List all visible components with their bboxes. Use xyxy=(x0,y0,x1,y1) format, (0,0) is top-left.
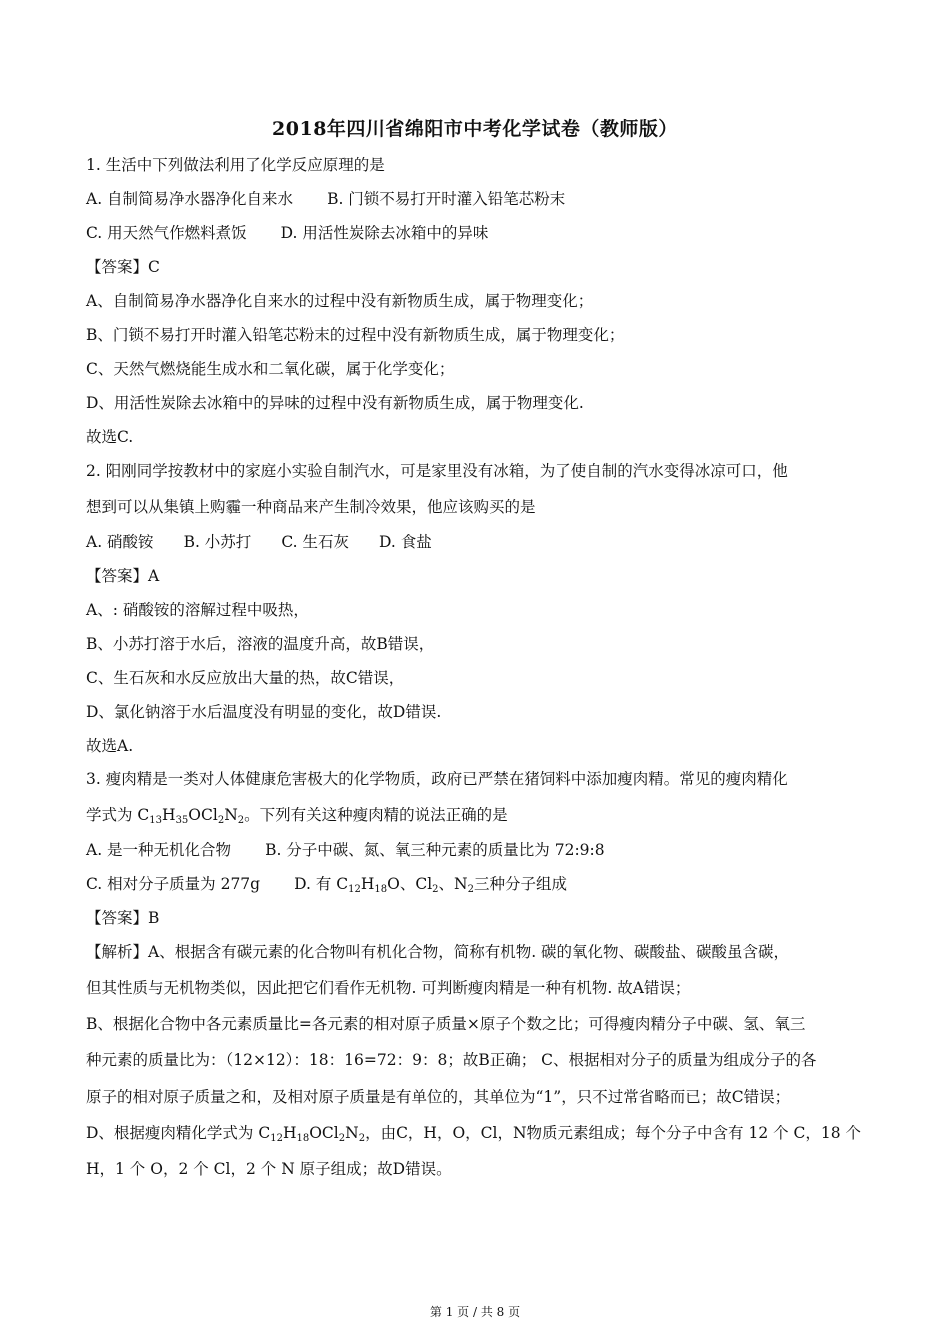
formula-part: 三种分子组成 xyxy=(473,875,567,893)
subscript: 2 xyxy=(217,815,225,826)
q3-formula-prefix: 学式为 C xyxy=(86,806,150,824)
subscript: 2 xyxy=(358,1133,366,1144)
q1-option-b: B. 门锁不易打开时灌入铅笔芯粉末 xyxy=(327,190,566,208)
q3-explanation-line6 xyxy=(86,1123,876,1143)
formula-part: H xyxy=(360,875,375,893)
q3-options-row1 xyxy=(86,840,876,860)
subscript: 13 xyxy=(149,815,163,826)
q3-option-a: A. 是一种无机化合物 xyxy=(86,841,232,859)
q1-option-c: C. 用天然气作燃料煮饭 xyxy=(86,224,247,242)
q3-explanation-line2: 但其性质与无机物类似，因此把它们看作无机物. 可判断瘦肉精是一种有机物. 故A错误； xyxy=(86,979,691,997)
q2-options xyxy=(86,532,876,552)
q2-explanation-d: D、氯化钠溶于水后温度没有明显的变化，故D错误. xyxy=(86,703,442,721)
subscript: 18 xyxy=(296,1133,310,1144)
subscript: 18 xyxy=(374,884,388,895)
subscript: 2 xyxy=(338,1133,346,1144)
q1-explanation-d: D、用活性炭除去冰箱中的异味的过程中没有新物质生成，属于物理变化. xyxy=(86,394,584,412)
q2-answer: 【答案】A xyxy=(86,567,160,585)
q3-stem-suffix: 。下列有关这种瘦肉精的说法正确的是 xyxy=(244,806,508,824)
q3-options-row2 xyxy=(86,874,876,894)
q1-options-row1 xyxy=(86,189,876,209)
formula-part: N xyxy=(345,1124,359,1142)
formula-part: OCl xyxy=(309,1124,339,1142)
q3-answer: 【答案】B xyxy=(86,909,160,927)
q1-option-a: A. 自制简易净水器净化自来水 xyxy=(86,190,294,208)
formula-part: 、N xyxy=(438,875,468,893)
subscript: 2 xyxy=(237,815,245,826)
page-title: 2018年四川省绵阳市中考化学试卷（教师版） xyxy=(272,118,678,140)
q2-stem-line1: 2. 阳刚同学按教材中的家庭小实验自制汽水，可是家里没有冰箱，为了使自制的汽水变得冰凉可口，他 xyxy=(86,462,788,480)
subscript: 2 xyxy=(432,884,439,895)
q2-explanation-c: C、生石灰和水反应放出大量的热，故C错误， xyxy=(86,669,405,687)
formula-part: O、Cl xyxy=(387,875,433,893)
q3-stem-line1: 3. 瘦肉精是一类对人体健康危害极大的化学物质，政府已严禁在猪饲料中添加瘦肉精。常见的瘦肉精化 xyxy=(86,770,788,788)
q1-option-d: D. 用活性炭除去冰箱中的异味 xyxy=(280,224,489,242)
q3-explanation-line1: 【解析】A、根据含有碳元素的化合物叫有机化合物，简称有机物. 碳的氧化物、碳酸盐、碳酸虽含碳， xyxy=(86,943,790,961)
q1-options-row2 xyxy=(86,223,876,243)
formula-part: D. 有 C xyxy=(294,875,349,893)
q2-option-d: D. 食盐 xyxy=(378,533,432,551)
q3-stem-line2 xyxy=(86,805,876,825)
q1-answer: 【答案】C xyxy=(86,258,160,276)
page-footer: 第 1 页 / 共 8 页 xyxy=(429,1305,521,1319)
q2-explanation-b: B、小苏打溶于水后，溶液的温度升高，故B错误， xyxy=(86,635,435,653)
formula-part: N xyxy=(224,806,238,824)
formula-part: H xyxy=(162,806,176,824)
subscript: 12 xyxy=(270,1133,283,1144)
q3-option-c: C. 相对分子质量为 277g xyxy=(86,875,261,893)
subscript: 12 xyxy=(348,884,361,895)
formula-part: D、根据瘦肉精化学式为 C xyxy=(86,1124,271,1142)
q2-explanation-a: A、: 硝酸铵的溶解过程中吸热， xyxy=(86,601,309,619)
formula-part: H xyxy=(282,1124,297,1142)
formula-part: OCl xyxy=(188,806,218,824)
subscript: 35 xyxy=(175,815,189,826)
q1-stem: 1. 生活中下列做法利用了化学反应原理的是 xyxy=(86,156,385,174)
q3-explanation-line4: 种元素的质量比为：（12×12）：18：16=72：9：8；故B正确； C、根据相对分子的质量为组成分子的各 xyxy=(86,1051,817,1069)
q3-explanation-line7: H，1 个 O，2 个 Cl，2 个 N 原子组成；故D错误。 xyxy=(86,1160,452,1178)
q3-explanation-line5: 原子的相对原子质量之和，及相对原子质量是有单位的，其单位为“1”，只不过常省略而已；故C错误； xyxy=(86,1088,791,1106)
q2-stem-line2: 想到可以从集镇上购霾一种商品来产生制冷效果，他应该购买的是 xyxy=(86,498,536,516)
q1-explanation-c: C、天然气燃烧能生成水和二氧化碳，属于化学变化； xyxy=(86,360,455,378)
subscript: 2 xyxy=(467,884,474,895)
q2-choice: 故选A. xyxy=(86,737,134,755)
q3-option-d xyxy=(294,874,567,894)
q1-explanation-a: A、自制简易净水器净化自来水的过程中没有新物质生成，属于物理变化； xyxy=(86,292,594,310)
q2-option-a: A. 硝酸铵 xyxy=(86,533,154,551)
q1-choice: 故选C. xyxy=(86,428,134,446)
q3-option-b: B. 分子中碳、氮、氧三种元素的质量比为 72:9:8 xyxy=(265,841,605,859)
q1-explanation-b: B、门锁不易打开时灌入铅笔芯粉末的过程中没有新物质生成，属于物理变化； xyxy=(86,326,625,344)
q3-explanation-line3: B、根据化合物中各元素质量比=各元素的相对原子质量×原子个数之比；可得瘦肉精分子中碳、氢、氧三 xyxy=(86,1015,806,1033)
q2-option-b: B. 小苏打 xyxy=(183,533,252,551)
formula-part: ，由C，H，O，Cl，N物质元素组成；每个分子中含有 12 个 C，18 个 xyxy=(365,1124,862,1142)
q2-option-c: C. 生石灰 xyxy=(281,533,349,551)
